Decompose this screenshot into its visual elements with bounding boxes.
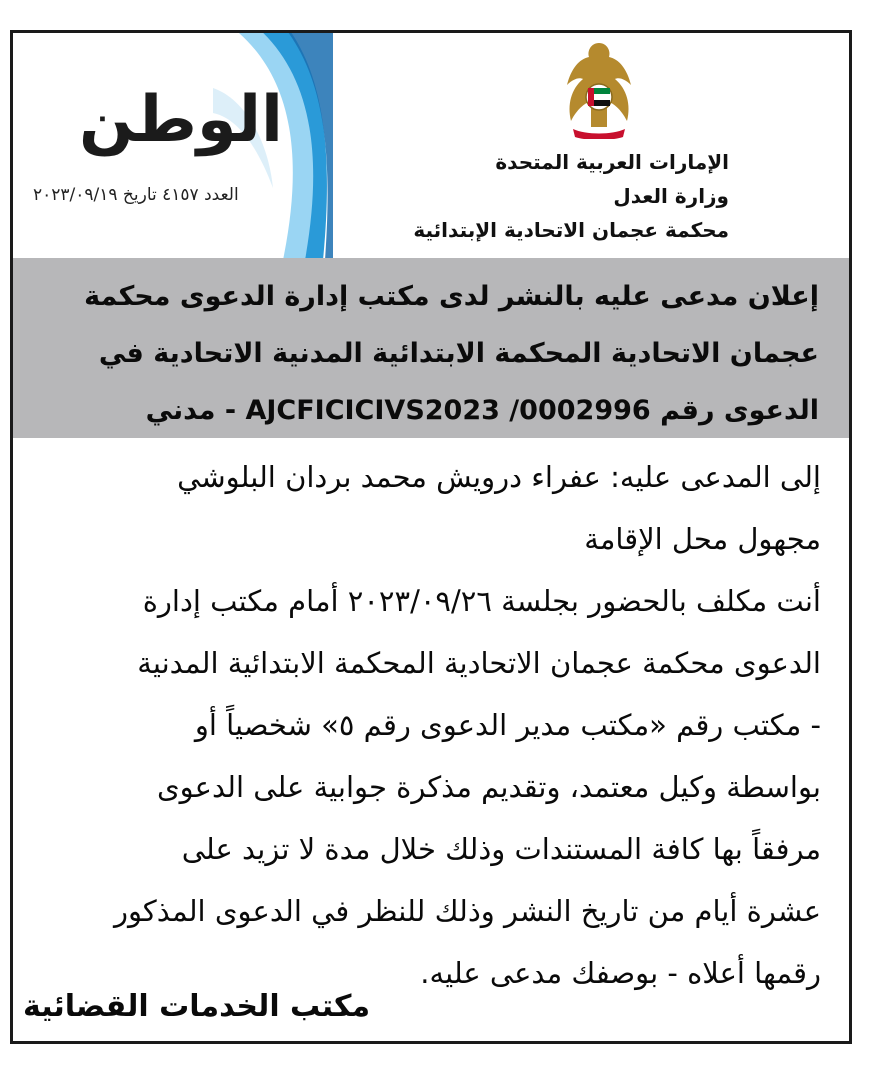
notice-title: [39, 268, 819, 439]
title-line: إعلان مدعى عليه بالنشر لدى مكتب إدارة الدعوى محكمة: [84, 281, 819, 312]
body-line: بواسطة وكيل معتمد، وتقديم مذكرة جوابية على الدعوى: [156, 770, 821, 804]
title-line: عجمان الاتحادية المحكمة الابتدائية المدنية الاتحادية في: [98, 338, 819, 369]
notice-title-band: [13, 258, 849, 438]
title-line: الدعوى رقم AJCFICICIVS2023 /0002996 - مدني: [145, 395, 819, 426]
court-name: محكمة عجمان الاتحادية الإبتدائية: [413, 218, 729, 242]
ministry-name: وزارة العدل: [613, 184, 729, 208]
uae-falcon-emblem-icon: [561, 39, 637, 139]
country-name: الإمارات العربية المتحدة: [495, 150, 729, 174]
notice-body: [31, 446, 821, 1004]
notice-header: [13, 33, 849, 258]
body-line: الدعوى محكمة عجمان الاتحادية المحكمة الابتدائية المدنية: [137, 646, 821, 680]
issue-date: العدد ٤١٥٧ تاريخ ٢٠٢٣/٠٩/١٩: [33, 185, 239, 205]
body-line: مجهول محل الإقامة: [584, 522, 821, 556]
government-block: [413, 145, 729, 247]
issuer-signature: مكتب الخدمات القضائية: [23, 989, 371, 1024]
newspaper-logo: الوطن: [79, 83, 283, 157]
body-line: رقمها أعلاه - بوصفك مدعى عليه.: [420, 956, 821, 990]
body-line: مرفقاً بها كافة المستندات وذلك خلال مدة لا تزيد على: [181, 832, 821, 866]
body-line: - مكتب رقم «مكتب مدير الدعوى رقم ٥» شخصياً أو: [194, 708, 821, 742]
body-line: إلى المدعى عليه: عفراء درويش محمد بردان البلوشي: [177, 460, 821, 494]
body-line: أنت مكلف بالحضور بجلسة ٢٠٢٣/٠٩/٢٦ أمام مكتب إدارة: [142, 584, 821, 618]
body-line: عشرة أيام من تاريخ النشر وذلك للنظر في الدعوى المذكور: [113, 894, 821, 928]
notice-frame: [10, 30, 852, 1044]
